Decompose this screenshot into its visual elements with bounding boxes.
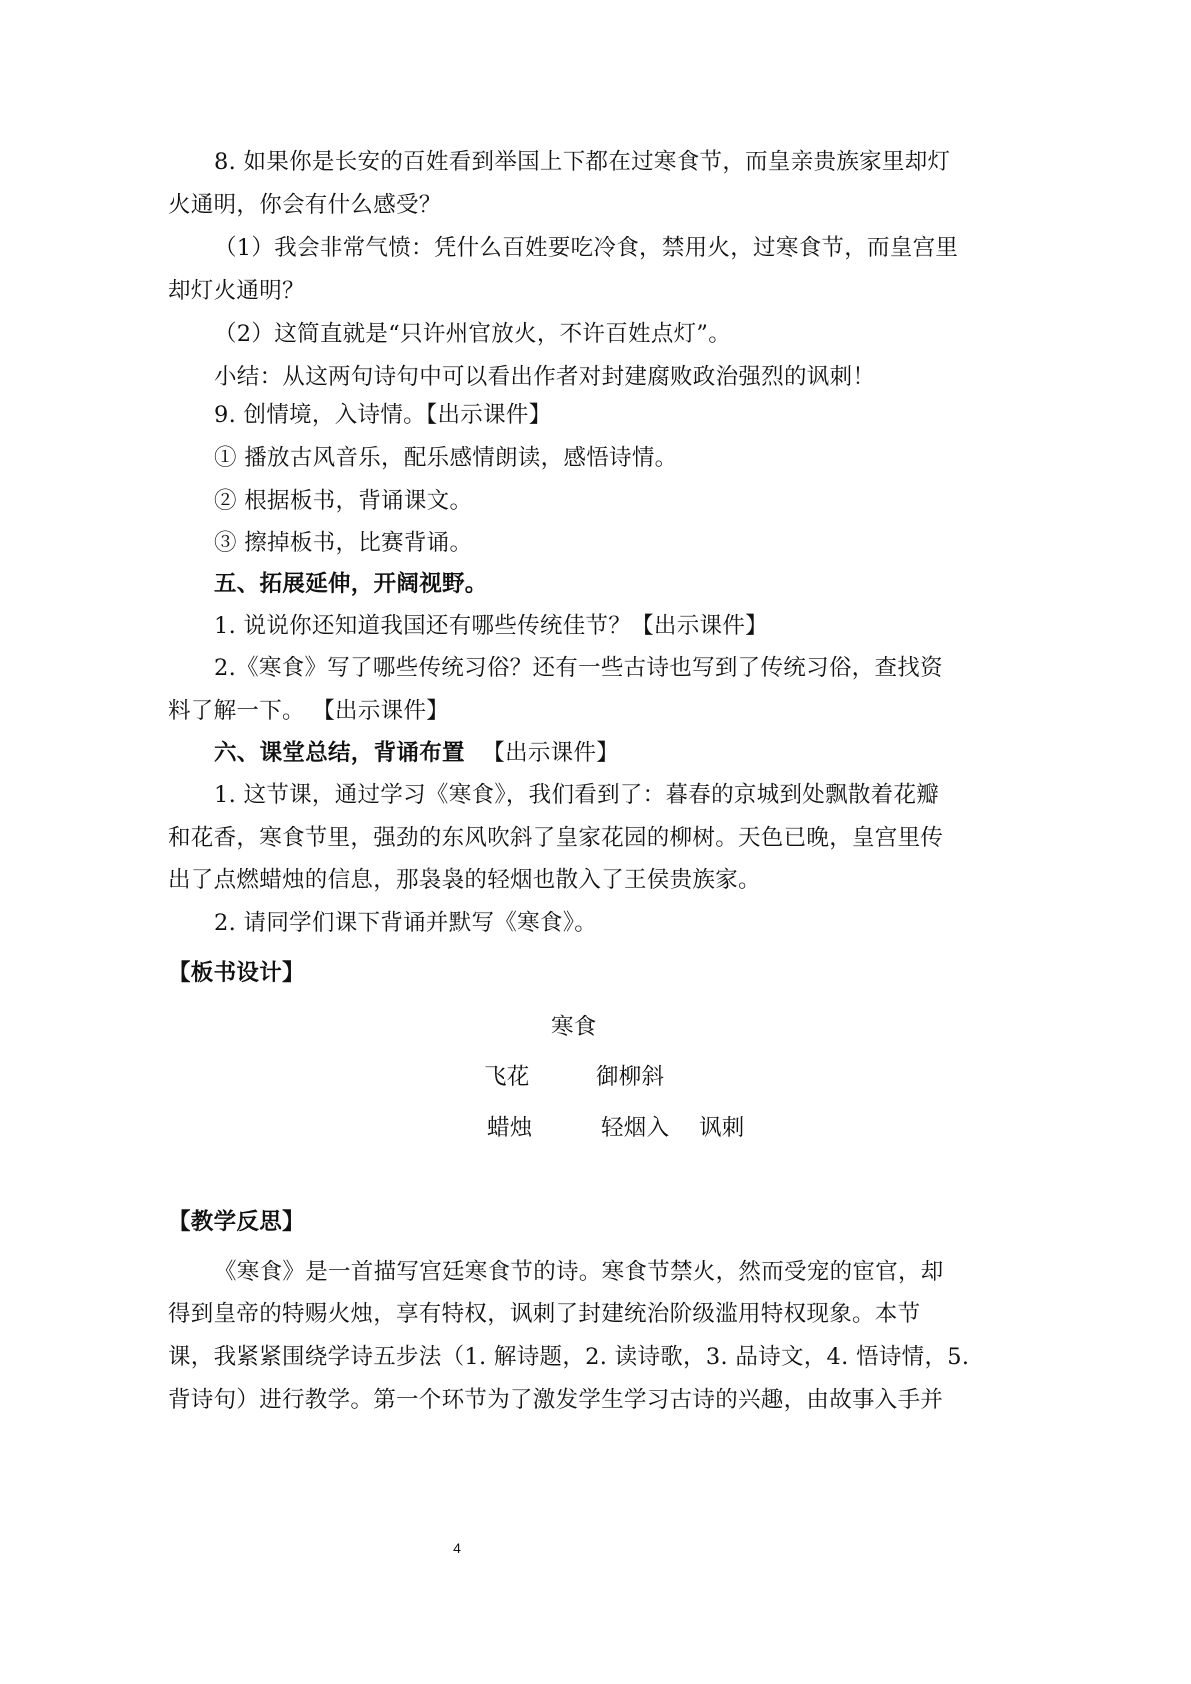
text-line: 得到皇帝的特赐火烛，享有特权，讽刺了封建统治阶级滥用特权现象。本节	[168, 1301, 921, 1327]
list-item: ② 根据板书，背诵课文。	[214, 488, 473, 514]
text-line: 料了解一下。 【出示课件】	[168, 698, 450, 724]
section-heading: 五、拓展延伸，开阔视野。	[214, 571, 488, 597]
text-line: （1）我会非常气愤：凭什么百姓要吃冷食，禁用火，过寒食节，而皇宫里	[214, 235, 959, 261]
list-item: ③ 擦掉板书，比赛背诵。	[214, 530, 473, 556]
text-line: 和花香，寒食节里，强劲的东风吹斜了皇家花园的柳树。天色已晚，皇宫里传	[168, 825, 944, 851]
text-line: 课，我紧紧围绕学诗五步法（1. 解诗题，2. 读诗歌，3. 品诗文，4. 悟诗情，5.	[168, 1344, 970, 1370]
text-line: 9. 创情境，入诗情。【出示课件】	[214, 402, 552, 428]
text-line: 《寒食》是一首描写宫廷寒食节的诗。寒食节禁火，然而受宠的宦官，却	[214, 1259, 944, 1285]
section-heading-text: 六、课堂总结，背诵布置	[214, 740, 465, 766]
board-item: 讽刺	[699, 1115, 745, 1141]
board-design-heading: 【板书设计】	[168, 960, 305, 986]
text-line: 却灯火通明？	[168, 278, 305, 304]
text-line: 1. 这节课，通过学习《寒食》，我们看到了：暮春的京城到处飘散着花瓣	[214, 782, 940, 808]
text-line: 2.《寒食》写了哪些传统习俗？还有一些古诗也写到了传统习俗，查找资	[214, 655, 943, 681]
summary-line: 小结：从这两句诗句中可以看出作者对封建腐败政治强烈的讽刺！	[214, 364, 876, 390]
text-line: （2）这简直就是“只许州官放火，不许百姓点灯”。	[214, 321, 732, 347]
text-line: 1. 说说你还知道我国还有哪些传统佳节？【出示课件】	[214, 613, 768, 639]
board-item: 御柳斜	[596, 1064, 665, 1090]
board-item: 飞花	[484, 1064, 530, 1090]
text-line: 出了点燃蜡烛的信息，那袅袅的轻烟也散入了王侯贵族家。	[168, 867, 761, 893]
text-line: 背诗句）进行教学。第一个环节为了激发学生学习古诗的兴趣，由故事入手并	[168, 1387, 944, 1413]
text-line: 2. 请同学们课下背诵并默写《寒食》。	[214, 910, 598, 936]
board-item: 轻烟入	[601, 1115, 670, 1141]
list-item: ① 播放古风音乐，配乐感情朗读，感悟诗情。	[214, 445, 678, 471]
text-line: 8. 如果你是长安的百姓看到举国上下都在过寒食节，而皇亲贵族家里却灯	[214, 149, 951, 175]
section-heading	[214, 737, 619, 769]
reflection-heading: 【教学反思】	[168, 1209, 305, 1235]
page-number: 4	[453, 1540, 461, 1556]
board-title: 寒食	[551, 1014, 597, 1040]
board-item: 蜡烛	[487, 1115, 533, 1141]
section-heading-tag: 【出示课件】	[482, 740, 620, 766]
text-line: 火通明，你会有什么感受？	[168, 192, 442, 218]
